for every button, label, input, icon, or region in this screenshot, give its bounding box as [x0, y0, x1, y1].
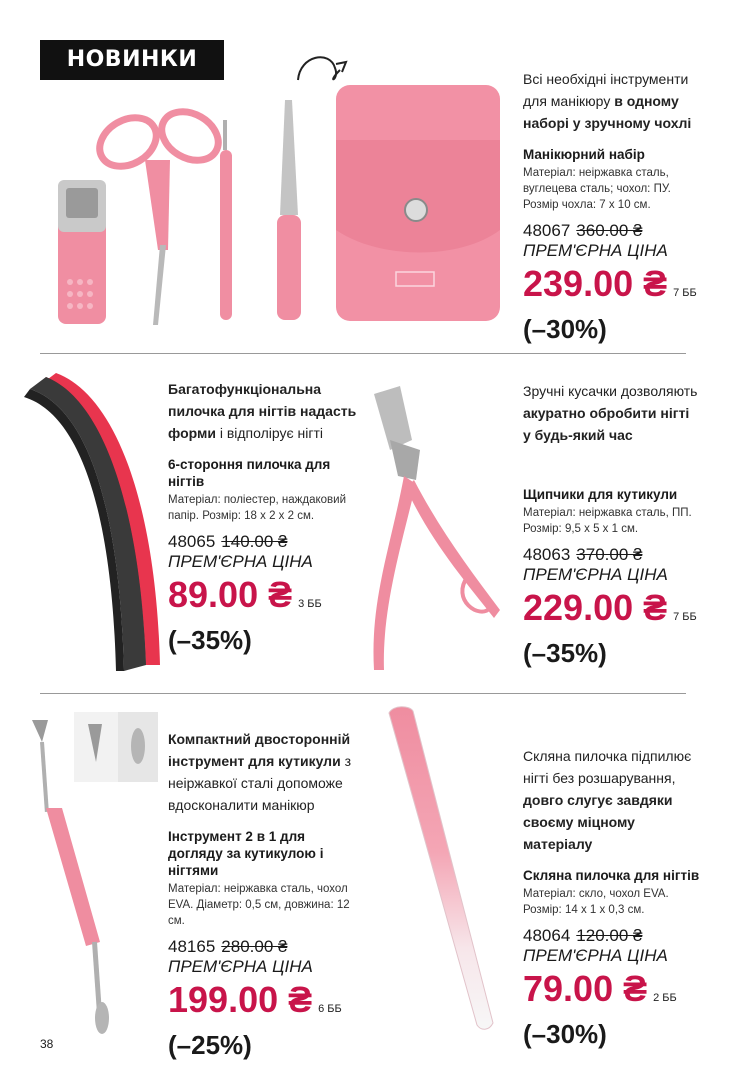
product-code: 48064	[523, 926, 571, 945]
page-number: 38	[40, 1037, 54, 1051]
old-price: 120.00 ₴	[576, 926, 643, 945]
product-glass	[523, 745, 703, 1049]
section-badge: НОВИНКИ	[40, 40, 224, 80]
product-tagline: Скляна пилочка підпилює нігті без розшарування, довго слугує завдяки своєму міцному матеріалу	[523, 748, 692, 852]
divider	[40, 353, 686, 354]
product-code-line	[523, 926, 703, 946]
discount: (–35%)	[168, 625, 252, 655]
premier-price-label: ПРЕМ'ЄРНА ЦІНА	[523, 241, 668, 260]
product-code: 48065	[168, 532, 216, 551]
premier-price-label: ПРЕМ'ЄРНА ЦІНА	[523, 946, 668, 965]
pusher-pink-icon	[220, 120, 232, 320]
price: 239.00 ₴	[523, 263, 668, 304]
product-tagline: Зручні кусачки дозволяють акуратно обробити нігті у будь-який час	[523, 383, 698, 443]
old-price: 140.00 ₴	[221, 532, 288, 551]
product-description: Матеріал: неіржавка сталь, чохол EVA. Діаметр: 0,5 см, довжина: 12 см.	[168, 883, 350, 927]
price-line	[168, 574, 363, 625]
price: 79.00 ₴	[523, 968, 648, 1009]
product-code: 48063	[523, 545, 571, 564]
product-name: Щипчики для кутикули	[523, 487, 678, 502]
discount: (–30%)	[523, 314, 607, 344]
product-description: Матеріал: скло, чохол EVA. Розмір: 14 x 1 x 0,3 см.	[523, 888, 669, 916]
product-tagline: Компактний двосторонній інструмент для кутикули з неіржавкої сталі допоможе вдосконалити манікюр	[168, 731, 351, 813]
product-name: Інструмент 2 в 1 для догляду за кутикулою і нігтями	[168, 829, 324, 878]
discount: (–30%)	[523, 1019, 607, 1049]
product-description: Матеріал: поліестер, наждаковий папір. Розмір: 18 x 2 x 2 см.	[168, 494, 346, 522]
price-line	[523, 968, 703, 1019]
product-code-line	[168, 937, 363, 957]
product-kit	[523, 68, 698, 344]
product-nipper	[523, 380, 698, 668]
bonus-points: 7 ББ	[673, 611, 697, 623]
pink-case-icon	[336, 85, 500, 321]
old-price: 280.00 ₴	[221, 937, 288, 956]
price-line	[523, 263, 698, 314]
six-sided-nail-file-photo	[20, 365, 160, 685]
product-name: 6-стороння пилочка для нігтів	[168, 457, 331, 489]
discount: (–35%)	[523, 638, 607, 668]
product-code-line	[523, 221, 698, 241]
premier-price-label: ПРЕМ'ЄРНА ЦІНА	[168, 552, 313, 571]
bonus-points: 2 ББ	[653, 992, 677, 1004]
product-code-line	[523, 545, 698, 565]
product-pusher	[168, 728, 363, 1060]
price: 229.00 ₴	[523, 587, 668, 628]
product-name: Скляна пилочка для нігтів	[523, 868, 700, 883]
metal-file-icon	[277, 100, 301, 320]
old-price: 370.00 ₴	[576, 545, 643, 564]
bonus-points: 7 ББ	[673, 287, 697, 299]
product-tagline: Багатофункціональна пилочка для нігтів надасть форми і відполірує нігті	[168, 381, 357, 441]
price-line	[168, 979, 363, 1030]
price: 199.00 ₴	[168, 979, 313, 1020]
manicure-kit-photo	[40, 50, 500, 340]
premier-price-label: ПРЕМ'ЄРНА ЦІНА	[168, 957, 313, 976]
bonus-points: 3 ББ	[298, 598, 322, 610]
price-line	[523, 587, 698, 638]
product-description: Матеріал: неіржавка сталь, ПП. Розмір: 9,5 x 5 x 1 см.	[523, 507, 692, 535]
product-tagline: Всі необхідні інструменти для манікюру в одному наборі у зручному чохлі	[523, 71, 692, 131]
cuticle-pusher-photo	[30, 712, 160, 1042]
price: 89.00 ₴	[168, 574, 293, 615]
glass-nail-file-photo	[385, 705, 495, 1035]
premier-price-label: ПРЕМ'ЄРНА ЦІНА	[523, 565, 668, 584]
bonus-points: 6 ББ	[318, 1003, 342, 1015]
product-name: Манікюрний набір	[523, 147, 645, 162]
product-code: 48067	[523, 221, 571, 240]
nail-clipper-icon	[58, 180, 106, 324]
discount: (–25%)	[168, 1030, 252, 1060]
cuticle-nipper-photo	[360, 380, 520, 680]
old-price: 360.00 ₴	[576, 221, 643, 240]
product-description: Матеріал: неіржавка сталь, вуглецева сталь; чохол: ПУ. Розмір чохла: 7 x 10 см.	[523, 167, 671, 211]
product-file6	[168, 378, 363, 655]
divider	[40, 693, 686, 694]
product-code-line	[168, 532, 363, 552]
product-code: 48165	[168, 937, 216, 956]
